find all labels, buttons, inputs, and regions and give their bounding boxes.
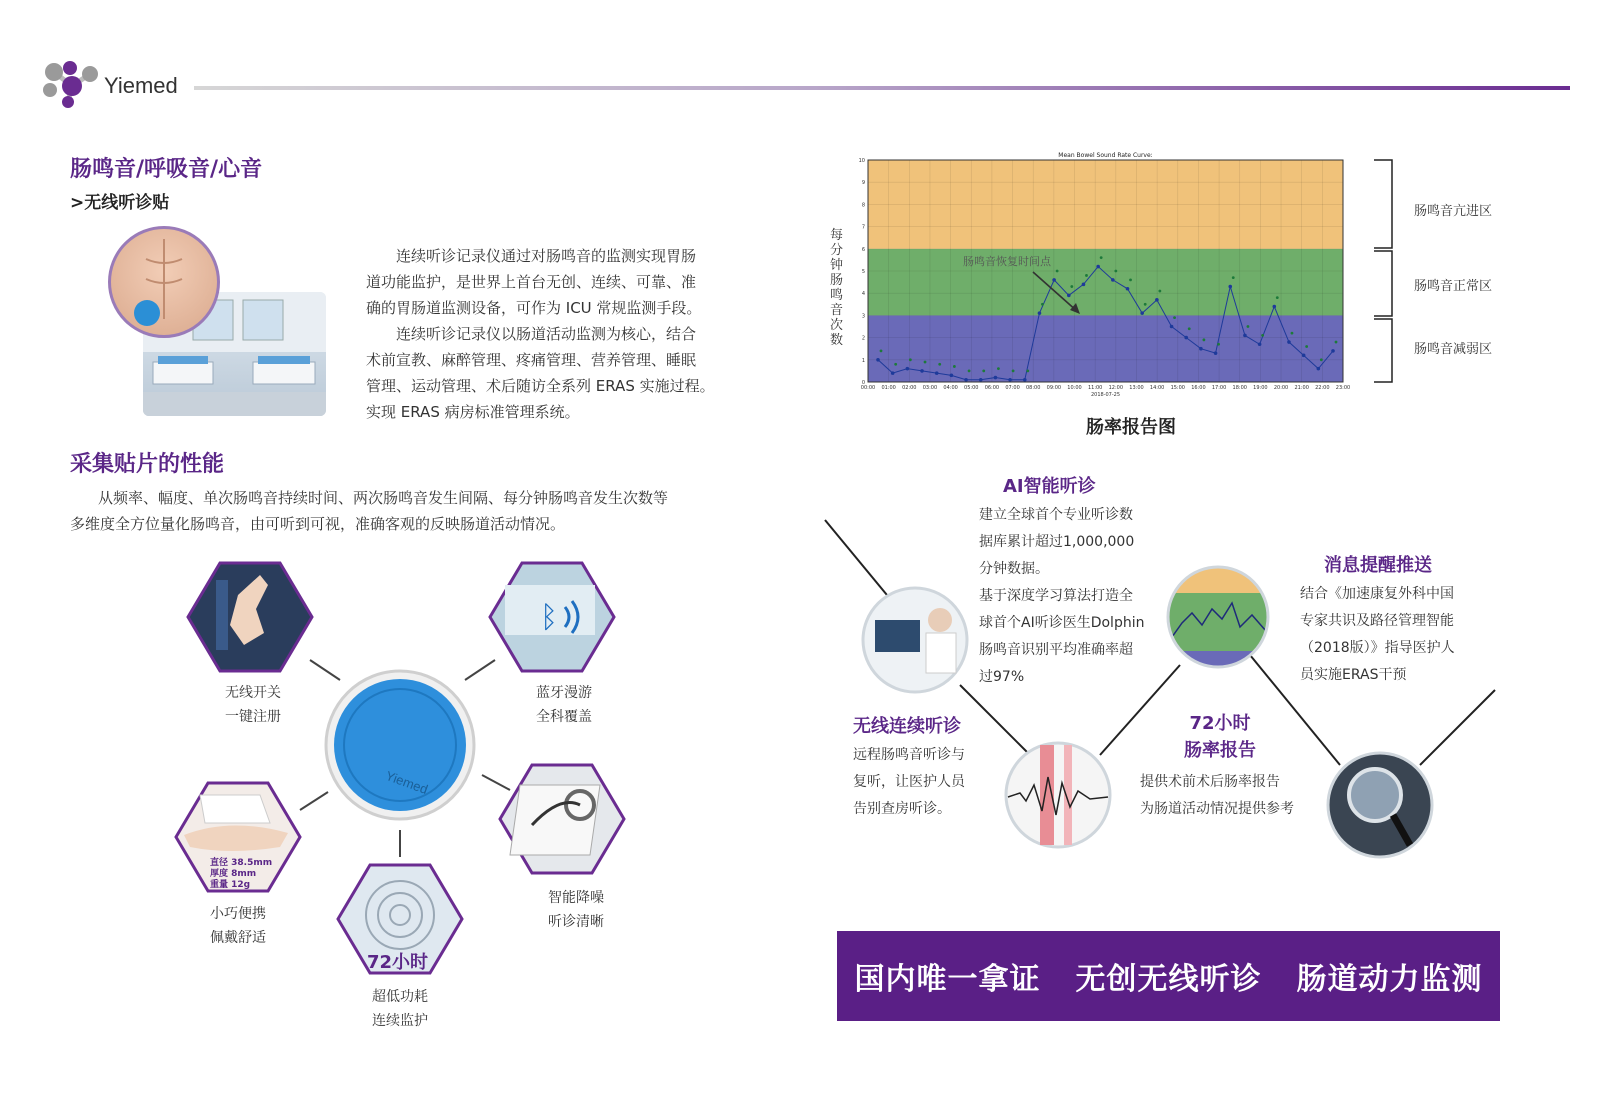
chart-point: [1082, 283, 1086, 287]
intro-line: 确的胃肠道监测设备，可作为 ICU 常规监测手段。: [366, 299, 702, 317]
chart-point: [1317, 367, 1321, 371]
chart-point: [1276, 296, 1279, 299]
chart-point: [909, 358, 912, 361]
spec-list: 直径 38.5mm 厚度 8mm 重量 12g: [210, 858, 273, 890]
x-tick-label: 03:00: [922, 385, 938, 391]
chart-point: [1140, 311, 1144, 315]
y-tick-label: 7: [861, 224, 865, 231]
hours-badge: 72小时: [367, 952, 429, 973]
intro-line: 连续听诊记录仪通过对肠鸣音的监测实现胃肠: [396, 247, 697, 265]
chart-annotation: 肠鸣音恢复时间点: [963, 255, 1051, 268]
perf-line: 从频率、幅度、单次肠鸣音持续时间、两次肠鸣音发生间隔、每分钟肠鸣音发生次数等: [98, 489, 669, 507]
stethoscope-patch-device: [326, 671, 474, 819]
chart-point: [1067, 294, 1071, 298]
x-tick-label: 18:00: [1232, 385, 1247, 391]
chart-point: [1228, 285, 1232, 289]
chart-point: [1291, 332, 1294, 335]
hex-noise-reduction: [500, 765, 624, 873]
abdomen-photo: [108, 226, 220, 338]
chart-point: [891, 371, 895, 375]
chart-ylabel: 每分钟肠鸣音次数: [830, 228, 844, 348]
intro-paragraph: [366, 243, 746, 425]
x-tick-label: 07:00: [1005, 385, 1020, 391]
chart-point: [1335, 341, 1338, 344]
chart-point: [1144, 303, 1147, 306]
y-tick-label: 10: [858, 158, 865, 164]
doctor-photo-circle: [863, 588, 967, 692]
banner-item: 国内唯一拿证: [854, 962, 1041, 997]
chart-point: [1287, 340, 1291, 344]
y-tick-label: 0: [861, 380, 865, 386]
x-tick-label: 02:00: [902, 385, 917, 391]
feature-bluetooth: 蓝牙漫游 全科覆盖: [536, 685, 592, 725]
chart-point: [1126, 287, 1130, 291]
zone-label-hyper: 肠鸣音亢进区: [1414, 204, 1493, 219]
x-axis-label: 2018-07-25: [1090, 392, 1121, 398]
intro-line: 管理、运动管理、术后随访全系列 ERAS 实施过程。: [366, 377, 715, 395]
intro-line: 实现 ERAS 病房标准管理系统。: [366, 403, 580, 421]
section-subtitle-patch: >无线听诊贴: [70, 193, 170, 213]
x-tick-label: 22:00: [1315, 385, 1330, 391]
chart-point: [1114, 270, 1117, 273]
chart-point: [920, 369, 924, 373]
y-tick-label: 2: [861, 335, 865, 342]
chart-point: [1158, 290, 1161, 293]
chart-point: [1331, 349, 1335, 353]
chart-point: [1085, 274, 1088, 277]
feature-wireless-text: 远程肠鸣音听诊与 复听，让医护人员 告别查房听诊。: [853, 747, 965, 817]
chart-title: Mean Bowel Sound Rate Curve:: [1058, 152, 1153, 159]
chart-point: [1100, 256, 1103, 259]
bluetooth-icon: ᛒ: [540, 600, 558, 635]
chart-point: [1052, 278, 1056, 282]
brand-name: Yiemed: [104, 73, 178, 98]
y-tick-label: 3: [861, 313, 865, 320]
performance-paragraph: [70, 485, 760, 537]
feature-noise: 智能降噪 听诊清晰: [548, 890, 604, 930]
y-tick-label: 1: [861, 357, 865, 364]
section-title-performance: 采集贴片的性能: [70, 452, 225, 477]
chart-point: [894, 363, 897, 366]
x-tick-label: 13:00: [1129, 385, 1144, 391]
chart-point: [982, 370, 985, 373]
chart-point: [1199, 347, 1203, 351]
bottom-banner: [837, 931, 1500, 1021]
chart-point: [1070, 285, 1073, 288]
chart-point: [1261, 334, 1264, 337]
chart-point: [880, 350, 883, 353]
x-tick-label: 19:00: [1253, 385, 1268, 391]
intro-line: 连续听诊记录仪以肠道活动监测为核心，结合: [396, 325, 697, 343]
x-tick-label: 06:00: [984, 385, 1000, 391]
feature-wireless-switch: 无线开关 一键注册: [225, 685, 281, 725]
x-tick-label: 17:00: [1211, 385, 1227, 391]
zone-label-normal: 肠鸣音正常区: [1414, 279, 1493, 294]
patch-on-skin-icon: [134, 300, 160, 326]
chart-point: [1302, 354, 1306, 358]
x-tick-label: 16:00: [1191, 385, 1206, 391]
feature-compact: 小巧便携 佩戴舒适: [210, 906, 266, 946]
chart-point: [964, 378, 968, 382]
chart-point: [1155, 298, 1159, 302]
section-title-sounds: 肠鸣音/呼吸音/心音: [70, 157, 263, 182]
chart-point: [1111, 278, 1115, 282]
y-tick-label: 5: [861, 269, 865, 275]
chart-point: [1247, 325, 1250, 328]
chart-point: [1129, 278, 1132, 281]
x-tick-label: 23:00: [1335, 385, 1351, 391]
perf-line: 多维度全方位量化肠鸣音，由可听到可视，准确客观的反映肠道活动情况。: [70, 515, 566, 533]
y-tick-label: 4: [861, 291, 865, 298]
chart-point: [1056, 270, 1059, 273]
chart-point: [924, 361, 927, 364]
chart-point: [1184, 336, 1188, 340]
y-tick-label: 6: [861, 246, 865, 253]
x-tick-label: 01:00: [881, 385, 896, 391]
chart-point: [1026, 370, 1029, 373]
chart-point: [1203, 338, 1206, 341]
header-divider: [194, 86, 1570, 90]
chart-point: [953, 365, 956, 368]
chart-point: [1217, 343, 1220, 346]
feature-report-title: 72小时 肠率报告: [1184, 713, 1256, 761]
x-tick-label: 09:00: [1046, 385, 1062, 391]
chart-band: [868, 249, 1343, 316]
chart-point: [1232, 276, 1235, 279]
feature-report-text: 提供术前术后肠率报告 为肠道活动情况提供参考: [1140, 774, 1294, 817]
chart-point: [979, 378, 983, 382]
hex-bluetooth-roaming: [490, 563, 614, 671]
bowel-rate-chart: [848, 150, 1368, 400]
banner-item: 无创无线听诊: [1075, 962, 1262, 997]
chart-point: [1041, 303, 1044, 306]
x-tick-label: 10:00: [1067, 385, 1082, 391]
hex-wireless-switch: [188, 563, 312, 671]
banner-item: 肠道动力监测: [1296, 962, 1483, 997]
chart-point: [997, 367, 1000, 370]
chart-point: [1258, 342, 1262, 346]
feature-low-power: 超低功耗 连续监护: [372, 989, 428, 1029]
x-tick-label: 15:00: [1170, 385, 1185, 391]
y-tick-label: 8: [861, 202, 865, 209]
chart-point: [1008, 378, 1012, 382]
chart-point: [1096, 265, 1100, 269]
intro-line: 道功能监护，是世界上首台无创、连续、可靠、准: [366, 273, 697, 291]
feature-ai-title: AI智能听诊: [1003, 476, 1096, 497]
x-tick-label: 00:00: [860, 385, 876, 391]
x-tick-label: 11:00: [1087, 385, 1103, 391]
x-tick-label: 12:00: [1108, 385, 1124, 391]
brand-logo: [40, 58, 100, 108]
chart-point: [935, 371, 939, 375]
intro-line: 术前宣教、麻醉管理、疼痛管理、营养管理、睡眠: [366, 351, 697, 369]
x-tick-label: 08:00: [1026, 385, 1041, 391]
chart-point: [994, 376, 998, 380]
x-tick-label: 21:00: [1294, 385, 1309, 391]
chart-point: [968, 370, 971, 373]
chart-point: [1305, 345, 1308, 348]
x-tick-label: 20:00: [1273, 385, 1289, 391]
x-tick-label: 04:00: [943, 385, 958, 391]
chart-caption: 肠率报告图: [1086, 417, 1176, 438]
chart-point: [1320, 358, 1323, 361]
chart-point: [1243, 334, 1247, 338]
chart-point: [1173, 316, 1176, 319]
feature-wireless-title: 无线连续听诊: [853, 716, 961, 737]
feature-ai-text: 建立全球首个专业听诊数 据库累计超过1,000,000 分钟数据。 基于深度学习算法打造全 球首个AI听诊医生Dolphin 肠鸣音识别平均准确率超 过97%: [979, 507, 1145, 685]
device-brand-text: Yiemed: [383, 767, 430, 798]
chart-point: [1188, 327, 1191, 330]
molecule-logo-icon: [40, 58, 100, 108]
chart-point: [1038, 311, 1042, 315]
chart-band: [868, 315, 1343, 382]
y-tick-label: 9: [861, 180, 865, 187]
magnifier-circle: [1328, 753, 1432, 857]
chart-point: [1023, 378, 1027, 382]
x-tick-label: 05:00: [964, 385, 979, 391]
zone-brackets: [1372, 158, 1402, 388]
chart-point: [1214, 351, 1218, 355]
chart-point: [950, 374, 954, 378]
waveform-circle: [1006, 743, 1110, 847]
mini-chart-circle: [1160, 555, 1280, 681]
feature-push-title: 消息提醒推送: [1324, 555, 1432, 576]
feature-push-text: 结合《加速康复外科中国 专家共识及路径管理智能 （2018版）》指导医护人 员实施ERAS干预: [1300, 586, 1455, 683]
chart-point: [1272, 305, 1276, 309]
zone-label-weak: 肠鸣音减弱区: [1414, 342, 1493, 357]
chart-point: [876, 358, 880, 362]
chart-point: [938, 363, 941, 366]
x-tick-label: 14:00: [1149, 385, 1165, 391]
chart-point: [1012, 370, 1015, 373]
chart-point: [906, 367, 910, 371]
chart-point: [1170, 325, 1174, 329]
